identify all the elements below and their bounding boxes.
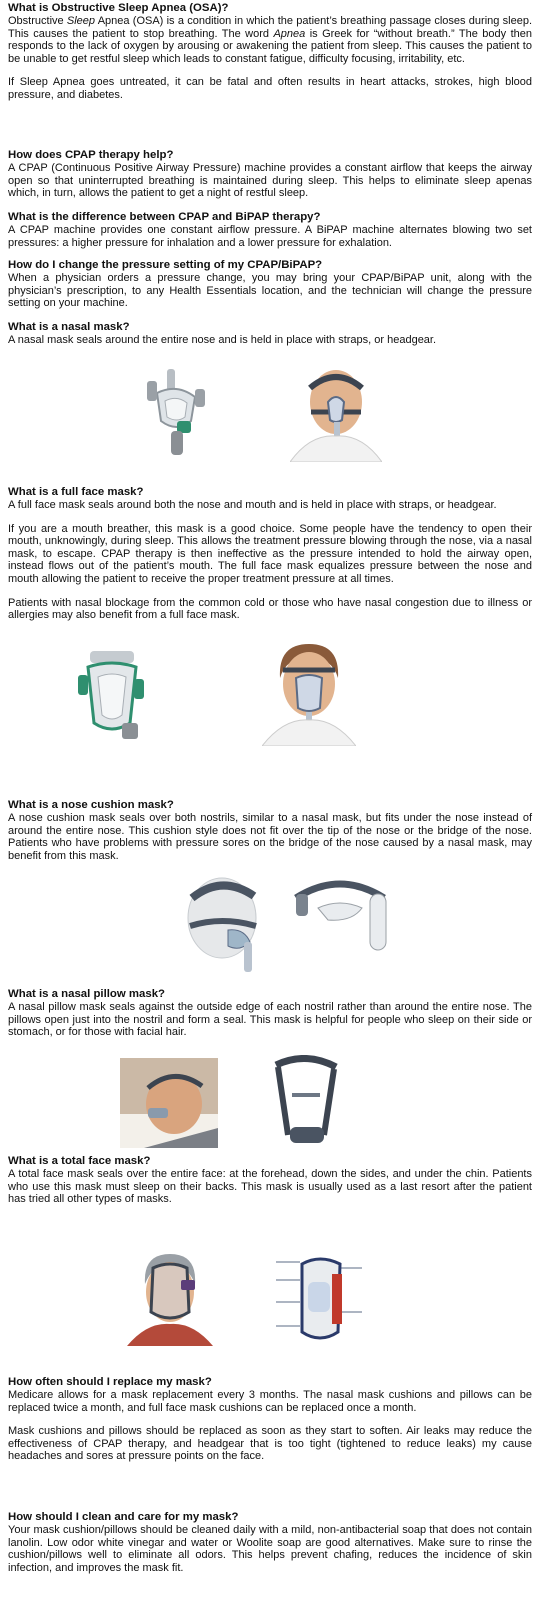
replace-paragraph-1: Medicare allows for a mask replacement every 3 months. The nasal mask cushions and pillows can be replaced twice a month, and full face mask cushions can be replaced once a month. xyxy=(8,1389,532,1414)
pressure-paragraph-1: When a physician orders a pressure change, you may bring your CPAP/BiPAP unit, along with the physician’s prescription, to any Health Essentials location, and the technician will change the pressure setting on your machine. xyxy=(8,272,532,310)
heading-replace-mask: How often should I replace my mask? xyxy=(8,1376,212,1388)
heading-nasal-mask: What is a nasal mask? xyxy=(8,321,130,333)
cushion-paragraph-1: A nose cushion mask seals over both nostrils, similar to a nasal mask, but fits under the nose instead of around the entire nose. This cushion style does not fit over the tip of the nose or the bridge of the nose. Patients who have problems with pressure sores on the bridge of the nose caused by a nasal mask, may benefit from this mask. xyxy=(8,812,532,862)
fullface-paragraph-2: If you are a mouth breather, this mask is a good choice. Some people have the tendency to open their mouth, unknowingly, during sleep. This allows the treatment pressure blowing through the nose, via a nasal mask, to escape. CPAP therapy is then ineffective as the pressure intended to hold the airway open, instead flows out of the patient’s mouth. The full face mask equalizes pressure between the nose and mouth allowing the patient to receive the proper treatment pressure at all times. xyxy=(8,522,532,585)
osa-paragraph-2: If Sleep Apnea goes untreated, it can be fatal and often results in heart attacks, strokes, high blood pressure, and diabetes. xyxy=(8,76,532,101)
section-pressure xyxy=(8,259,532,310)
nasal-mask-model-image xyxy=(290,362,382,462)
nose-cushion-mask-product-image xyxy=(288,868,392,954)
bipap-paragraph-1: A CPAP machine provides one constant airflow pressure. A BiPAP machine alternates blowing two set pressures: a higher pressure for inhalation and a lower pressure for exhalation. xyxy=(8,224,532,249)
nasal-pillow-mask-sleeper-image xyxy=(120,1058,218,1148)
clean-paragraph-1: Your mask cushion/pillows should be cleaned daily with a mild, non-antibacterial soap that does not contain lanolin. Low odor white vinegar and water or Woolite soap are good alternatives. Make sure to rinse the cushion/pillows well to eliminate all odors. This helps prevent chafing, reduces the incidence of skin infection, and improves the mask fit. xyxy=(8,1524,532,1574)
section-replace-mask xyxy=(8,1376,532,1463)
osa-paragraph-1: Obstructive Sleep Apnea (OSA) is a condition in which the patient’s breathing passage closes during sleep. This causes the patient to stop breathing. The word Apnea is Greek for “without breath.” The body then responds to the lack of oxygen by arousing or awakening the patient from sleep. This causes the patient to be unable to get restful sleep which leads to constant fatigue, difficulty focusing, irritability, etc. xyxy=(8,15,533,65)
nasal-paragraph-1: A nasal mask seals around the entire nose and is held in place with straps, or headgear. xyxy=(8,334,437,346)
section-nasal-pillow-mask xyxy=(8,988,532,1039)
section-nose-cushion-mask xyxy=(8,799,532,862)
nose-cushion-mask-model-image xyxy=(170,868,276,974)
heading-osa: What is Obstructive Sleep Apnea (OSA)? xyxy=(8,2,229,14)
total-face-mask-model-image xyxy=(127,1250,213,1346)
section-total-face-mask xyxy=(8,1155,532,1206)
full-face-mask-model-image xyxy=(262,638,356,746)
fullface-paragraph-3: Patients with nasal blockage from the common cold or those who have nasal congestion due to illness or allergies may also benefit from a full face mask. xyxy=(8,596,532,622)
heading-bipap: What is the difference between CPAP and BiPAP therapy? xyxy=(8,211,321,223)
replace-paragraph-2: Mask cushions and pillows should be replaced as soon as they start to soften. Air leaks may reduce the effectiveness of CPAP therapy, and headgear that is too tight (tightened to reduce leaks) my cause headaches and sores at pressure points on the face. xyxy=(8,1425,532,1463)
section-cpap xyxy=(8,149,532,200)
heading-full-face-mask: What is a full face mask? xyxy=(8,486,144,498)
heading-nasal-pillow-mask: What is a nasal pillow mask? xyxy=(8,988,165,1000)
nasal-pillow-mask-product-image xyxy=(266,1055,346,1151)
full-face-mask-product-image xyxy=(72,645,152,743)
heading-pressure: How do I change the pressure setting of my CPAP/BiPAP? xyxy=(8,259,323,271)
heading-nose-cushion-mask: What is a nose cushion mask? xyxy=(8,799,174,811)
section-full-face-mask xyxy=(8,486,532,622)
pillow-paragraph-1: A nasal pillow mask seals against the outside edge of each nostril rather than around the entire nose. The pillows open just into the nostril and form a seal. This mask is helpful for people who sleep on their side or stomach, or for those with facial hair. xyxy=(8,1001,532,1039)
heading-cpap: How does CPAP therapy help? xyxy=(8,149,174,161)
heading-total-face-mask: What is a total face mask? xyxy=(8,1155,151,1167)
section-clean-mask xyxy=(8,1511,532,1574)
cpap-paragraph-1: A CPAP (Continuous Positive Airway Pressure) machine provides a constant airflow that keeps the airway open so that uninterrupted breathing is maintained during sleep. This helps to eliminate sleep apenas which, in turn, allows the patient to get a night of restful sleep. xyxy=(8,162,532,200)
nasal-mask-product-image xyxy=(137,363,217,459)
total-paragraph-1: A total face mask seals over the entire face: at the forehead, down the sides, and under the chin. Patients who use this mask must sleep on their backs. This mask is usually used as a last resort after the patient has tried all other types of masks. xyxy=(8,1168,532,1206)
section-osa xyxy=(8,2,532,102)
section-bipap xyxy=(8,211,532,249)
section-nasal-mask xyxy=(8,321,532,347)
heading-clean-mask: How should I clean and care for my mask? xyxy=(8,1511,239,1523)
fullface-paragraph-1: A full face mask seals around both the nose and mouth and is held in place with straps, or headgear. xyxy=(8,499,497,511)
total-face-mask-diagram-image xyxy=(272,1252,366,1348)
